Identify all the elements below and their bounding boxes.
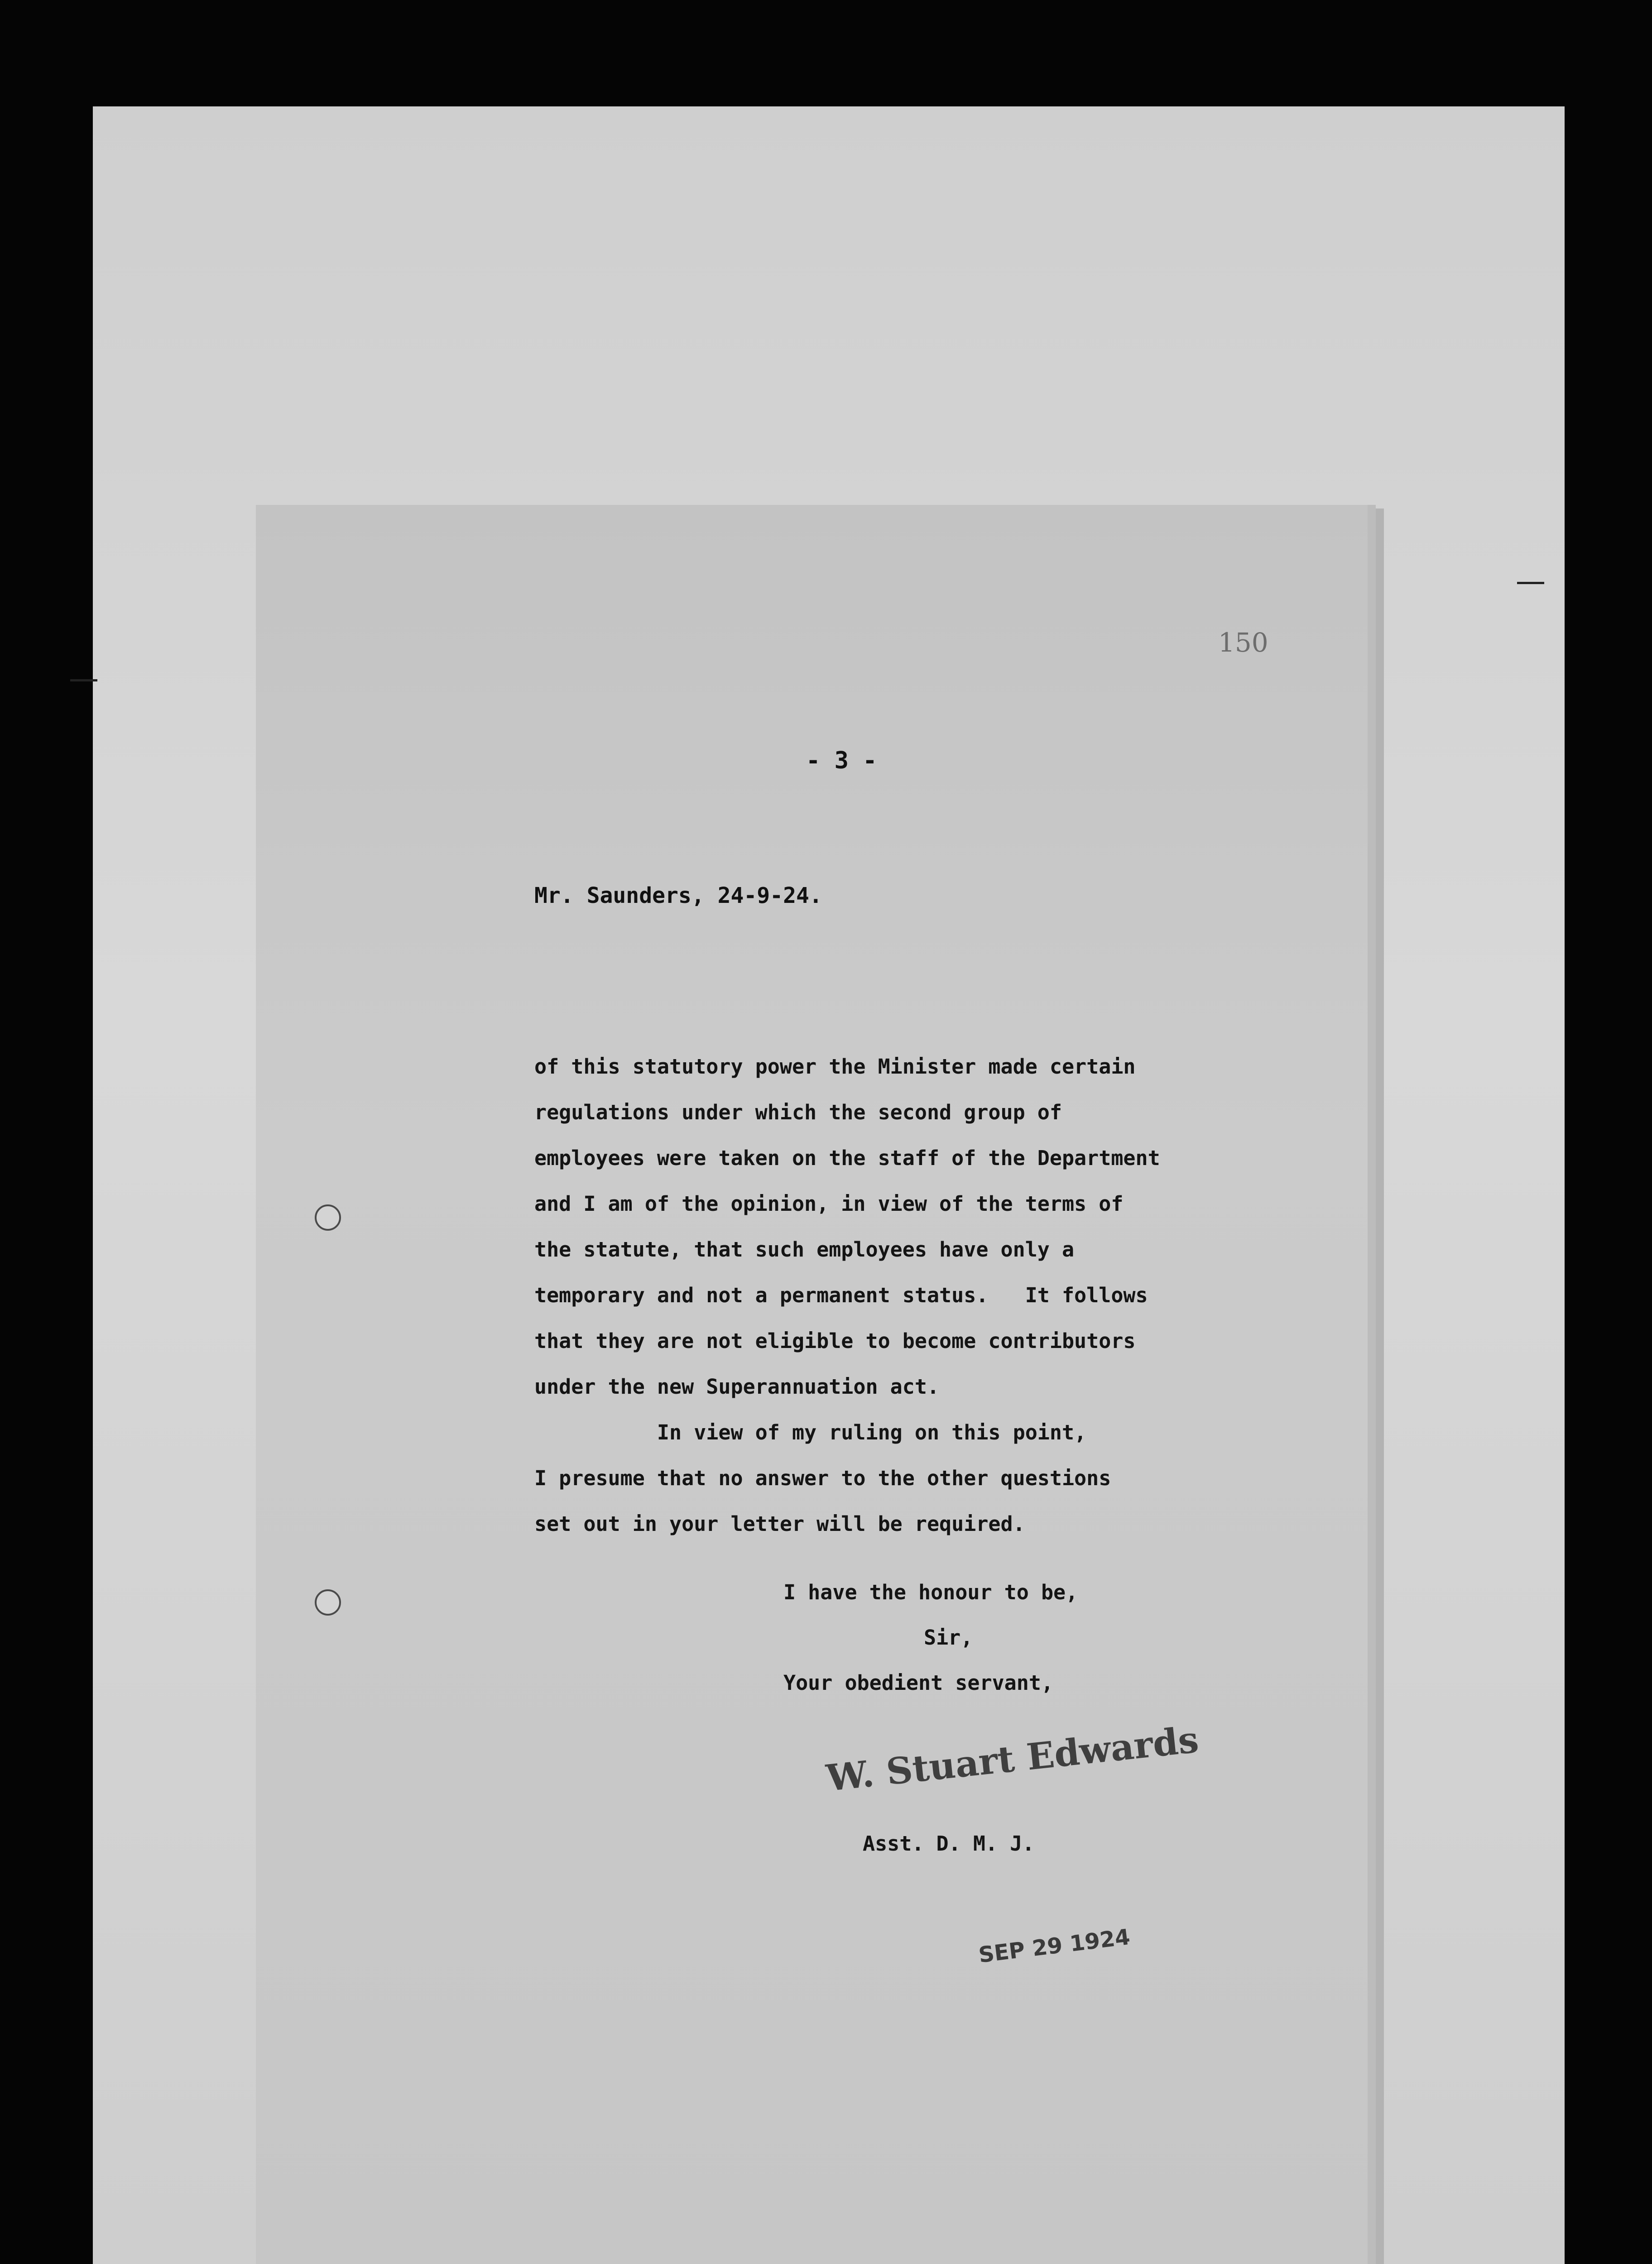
body-line: that they are not eligible to become contributors [534,1329,1136,1353]
body-line: employees were taken on the staff of the Department [534,1146,1160,1170]
body-line: I presume that no answer to the other questions [534,1466,1111,1490]
punch-hole-icon [315,1589,341,1616]
body-line: set out in your letter will be required. [534,1512,1025,1536]
addressee-line: Mr. Saunders, 24-9-24. [534,883,822,908]
page-header: - 3 - [806,747,877,774]
body-line: and I am of the opinion, in view of the terms of [534,1192,1124,1216]
punch-hole-icon [315,1204,341,1231]
signature-stamp: W. Stuart Edwards [824,1718,1201,1799]
signature-title: Asst. D. M. J. [863,1832,1035,1856]
body-line: of this statutory power the Minister made certain [534,1055,1136,1079]
closing-sir: Sir, [924,1626,973,1650]
handwritten-page-number: 150 [1218,627,1268,658]
edge-tick-mark [70,679,97,681]
letter-body [534,1044,1282,1547]
closing-salutation: I have the honour to be, [783,1580,1078,1604]
edge-tick-mark [1517,582,1544,584]
closing-servant: Your obedient servant, [783,1671,1054,1695]
body-line: In view of my ruling on this point, [534,1420,1087,1444]
date-received-stamp: SEP 29 1924 [977,1924,1132,1968]
body-line: regulations under which the second group of [534,1100,1062,1124]
body-line: the statute, that such employees have only a [534,1238,1075,1262]
body-line: temporary and not a permanent status. It follows [534,1283,1148,1307]
body-line: under the new Superannuation act. [534,1375,940,1399]
